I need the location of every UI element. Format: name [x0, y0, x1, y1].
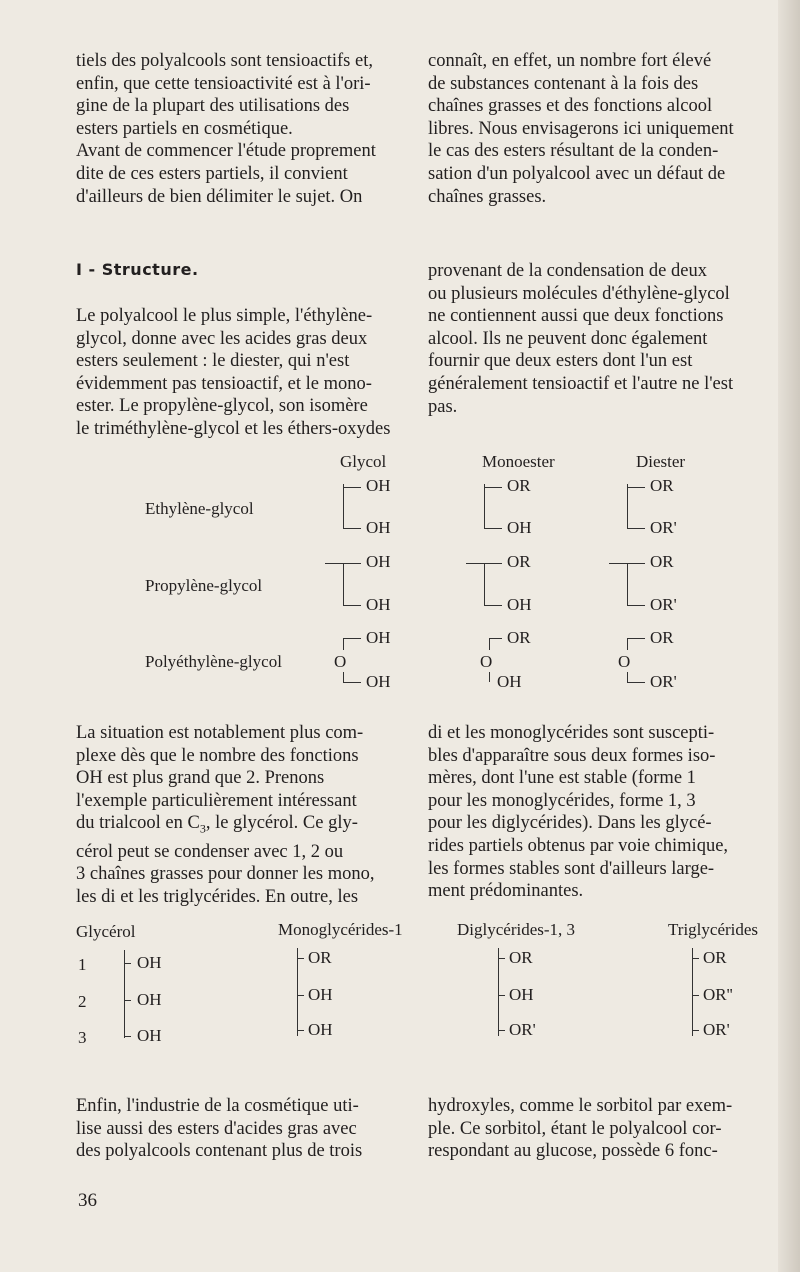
bond-line [124, 1000, 131, 1001]
oh-group: OH [366, 476, 391, 495]
oh-group: OH [497, 672, 522, 691]
bond-line [325, 563, 361, 564]
page-number: 36 [78, 1190, 97, 1211]
bond-line [627, 605, 645, 606]
position-number: 3 [78, 1028, 87, 1047]
or-group: OR [703, 948, 727, 967]
oh-group: OH [507, 595, 532, 614]
position-number: 2 [78, 992, 87, 1011]
bond-line [343, 487, 361, 488]
bond-line [489, 638, 490, 650]
col1-top-paragraph: tiels des polyalcools sont tensioactifs et, enfin, que cette tensioactivité est à l'ori- gine de la plupart des utilisations des esters partiels en cosmétique. Avant de commencer l'étude proprement dite de ces esters partiels, il convient d'ailleurs de bien délimiter le sujet. On [76, 51, 376, 207]
header-diglycerides: Diglycérides-1, 3 [457, 920, 576, 939]
bond-line [627, 672, 628, 682]
section-heading: I - Structure. [76, 260, 199, 279]
ether-oxygen: O [618, 652, 631, 671]
bond-line [297, 1030, 304, 1031]
col1-glycerol-paragraph: La situation est notablement plus com- plexe dès que le nombre des fonctions OH est plus grand que 2. Prenons l'exemple particulièrement intéressant du trialcool en $C_3$, le glycérol. Ce gly- cérol peut se condenser avec 1, 2 ou 3 chaînes grasses pour donner les mono, les di et les triglycérides. En outre, les [76, 723, 375, 907]
col2-top-paragraph: connaît, en effet, un nombre fort élevé de substances contenant à la fois des chaînes grasses et des fonctions alcool libres. Nous envisagerons ici uniquement le cas des esters résultant de la conden- sation d'un polyalcool avec un défaut de chaînes grasses. [428, 51, 734, 207]
bond-line [692, 948, 693, 1036]
oh-group: OH [366, 552, 391, 571]
oh-group: OH [308, 1020, 333, 1039]
header-glycol: Glycol [340, 452, 387, 471]
bond-line [627, 563, 628, 605]
oh-group: OH [507, 518, 532, 537]
bond-line [466, 563, 502, 564]
or-group: OR' [509, 1020, 536, 1039]
bond-line [124, 963, 131, 964]
ether-oxygen: O [480, 652, 493, 671]
bond-line [484, 484, 485, 528]
oh-group: OH [137, 1026, 162, 1045]
bond-line [627, 638, 645, 639]
header-glycerol: Glycérol [76, 922, 136, 941]
bond-line [627, 484, 628, 528]
bond-line [489, 638, 502, 639]
bond-line [627, 487, 645, 488]
bond-line [498, 995, 505, 996]
bond-line [498, 948, 499, 1036]
bond-line [627, 682, 645, 683]
bond-line [343, 638, 344, 650]
bond-line [484, 563, 485, 605]
or-group: OR' [703, 1020, 730, 1039]
bond-line [609, 563, 645, 564]
or-group: OR'' [703, 985, 733, 1004]
or-group: OR [308, 948, 332, 967]
col1-bottom-paragraph: Enfin, l'industrie de la cosmétique uti- lise aussi des esters d'acides gras avec des polyalcools contenant plus de trois [76, 1096, 363, 1162]
or-group: OR' [650, 672, 677, 691]
oh-group: OH [308, 985, 333, 1004]
oh-group: OH [137, 953, 162, 972]
or-group: OR [507, 628, 531, 647]
oh-group: OH [366, 518, 391, 537]
col2-isomer-paragraph: di et les monoglycérides sont suscepti- bles d'apparaître sous deux formes iso- mères, dont l'une est stable (forme 1 pour les monoglycérides, forme 1, 3 pour les diglycérides). Dans les glycé- rides partiels obtenus par voie chimique, les formes stables sont d'ailleurs large- ment prédominantes. [428, 723, 729, 902]
bond-line [692, 1030, 699, 1031]
position-number: 1 [78, 955, 87, 974]
bond-line [124, 1036, 131, 1037]
header-diester: Diester [636, 452, 686, 471]
bond-line [297, 958, 304, 959]
bond-line [343, 682, 361, 683]
header-triglycerides: Triglycérides [668, 920, 759, 939]
bond-line [297, 948, 298, 1036]
row-polyethylene-glycol: Polyéthylène-glycol [145, 652, 282, 671]
bond-line [343, 563, 344, 605]
or-group: OR [509, 948, 533, 967]
bond-line [343, 484, 344, 528]
bond-line [498, 958, 505, 959]
or-group: OR' [650, 518, 677, 537]
oh-group: OH [137, 990, 162, 1009]
bond-line [498, 1030, 505, 1031]
bond-line [343, 605, 361, 606]
or-group: OR [507, 552, 531, 571]
bond-line [343, 672, 344, 682]
oh-group: OH [366, 628, 391, 647]
bond-line [484, 487, 502, 488]
bond-line [484, 605, 502, 606]
header-monoglycerides: Monoglycérides-1 [278, 920, 403, 939]
or-group: OR [507, 476, 531, 495]
row-ethylene-glycol: Ethylène-glycol [145, 499, 254, 518]
oh-group: OH [366, 595, 391, 614]
oh-group: OH [509, 985, 534, 1004]
row-propylene-glycol: Propylène-glycol [145, 576, 263, 595]
or-group: OR [650, 552, 674, 571]
bond-line [484, 528, 502, 529]
col2-bottom-paragraph: hydroxyles, comme le sorbitol par exem- ple. Ce sorbitol, étant le polyalcool cor- respondant au glucose, possède 6 fonc- [428, 1096, 733, 1162]
or-group: OR [650, 628, 674, 647]
bond-line [343, 528, 361, 529]
bond-line [627, 528, 645, 529]
page-edge-shadow [778, 0, 800, 1272]
bond-line [692, 958, 699, 959]
bond-line [692, 995, 699, 996]
bond-line [489, 672, 490, 682]
oh-group: OH [366, 672, 391, 691]
col2-structure-paragraph: provenant de la condensation de deux ou plusieurs molécules d'éthylène-glycol ne contiennent aussi que deux fonctions alcool. Ils ne peuvent donc également fournir que deux esters dont l'un est généralement tensioactif et l'autre ne l'est pas. [428, 261, 734, 417]
header-monoester: Monoester [482, 452, 555, 471]
or-group: OR' [650, 595, 677, 614]
bond-line [627, 638, 628, 650]
bond-line [343, 638, 361, 639]
or-group: OR [650, 476, 674, 495]
col1-structure-paragraph: Le polyalcool le plus simple, l'éthylène- glycol, donne avec les acides gras deux esters seulement : le diester, qui n'est évidemment pas tensioactif, et le mono- ester. Le propylène-glycol, son isomère le triméthylène-glycol et les éthers-oxydes [76, 306, 391, 439]
ether-oxygen: O [334, 652, 347, 671]
bond-line [297, 995, 304, 996]
